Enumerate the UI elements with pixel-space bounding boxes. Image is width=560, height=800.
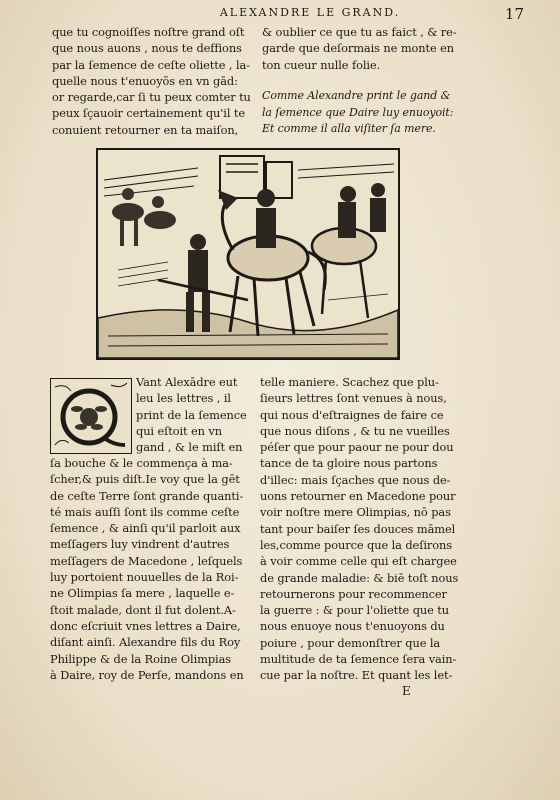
text-line: Vant Alexādre eut (136, 375, 238, 389)
text-line: garde que deſormais ne monte en (262, 41, 455, 56)
text-line: d'illec: mais ſçaches que nous de- (260, 472, 451, 487)
text-line: péſer que pour paour ne pour dou (260, 440, 454, 455)
text-line: ton cueur nulle folie. (262, 57, 381, 72)
decorated-initial-q (50, 378, 132, 454)
chapter-caption (262, 88, 468, 138)
body-right-column (260, 374, 468, 684)
text-line: qui nous d'eſtraignes de faire ce (260, 407, 444, 422)
text-line: tant pour baiſer ſes douces māmel (260, 521, 456, 536)
text-line: telle maniere. Scachez que plu- (260, 375, 439, 389)
text-line: gand , & le miſt en (136, 440, 243, 455)
text-line: qui eſtoit en vn (136, 423, 222, 438)
text-line: ſa bouche & le commença à ma- (50, 456, 233, 470)
text-line: conuient retourner en ta maiſon, (52, 122, 239, 137)
text-line: les,comme pource que la deſirons (260, 537, 452, 552)
text-line: cue par la noſtre. Et quant les let- (260, 668, 453, 683)
body-left-column (50, 455, 250, 683)
text-line: que nous diſons , & tu ne vueilles (260, 423, 450, 438)
text-line: diſant ainſi. Alexandre fils du Roy (50, 635, 241, 650)
text-line: multitude de ta ſemence ſera vain- (260, 652, 457, 667)
text-line: que nous auons , nous te deffions (52, 41, 242, 56)
text-line: donc eſcriuit vnes lettres a Daire, (50, 618, 241, 633)
text-line: à voir comme celle qui eſt chargee (260, 554, 457, 569)
text-line: luy portoient nouuelles de la Roi- (50, 570, 239, 585)
top-right-column (262, 24, 468, 73)
caption-line: la ſemence que Daire luy enuoyoit: (262, 105, 454, 119)
text-line: print de la ſemence (136, 407, 247, 422)
text-line: peux ſçauoir certainement qu'il te (52, 106, 246, 121)
signature-mark: E (402, 684, 411, 698)
caption-line: Comme Alexandre print le gand & (262, 89, 451, 102)
text-line: voir noſtre mere Olimpias, nō pas (260, 505, 451, 520)
text-line: uons retourner en Macedone pour (260, 489, 456, 504)
text-line: de grande maladie: & biē toſt nous (260, 570, 459, 585)
text-line: ſemence , & ainſi qu'il parloit aux (50, 521, 241, 536)
page-number: 17 (504, 5, 524, 23)
text-line: tance de ta gloire nous partons (260, 456, 438, 471)
running-title: ALEXANDRE LE GRAND. (219, 6, 401, 19)
initial-wrapped-lines (136, 374, 248, 455)
floral-initial-image (51, 379, 131, 453)
top-left-column (52, 24, 252, 138)
riders-woodcut-image (98, 150, 398, 358)
text-line: quelle nous t'enuoyõs en vn gād: (52, 73, 238, 88)
text-line: té mais auſſi ſont ils comme ceſte (50, 504, 240, 519)
text-line: retournerons pour recommencer (260, 586, 447, 601)
text-line: nous enuoye nous t'enuoyons du (260, 619, 445, 634)
text-line: leu les lettres , il (136, 391, 231, 406)
text-line: par la ſemence de ceſte oliette , la- (52, 57, 250, 72)
text-line: Philippe & de la Roine Olimpias (50, 651, 232, 666)
text-line: ſtoit malade, dont il fut dolent.A- (50, 602, 236, 617)
text-line: de ceſte Terre ſont grande quanti- (50, 488, 244, 503)
caption-line: Et comme il alla viſiter ſa mere. (262, 122, 436, 135)
text-line: poiure , pour demonſtrer que la (260, 635, 441, 650)
text-line: & oublier ce que tu as faict , & re- (262, 25, 457, 39)
text-line: meſſagers luy vindrent d'autres (50, 537, 230, 552)
text-line: ſieurs lettres ſont venues à nous, (260, 391, 447, 406)
text-line: que tu cognoiſſes noſtre grand oſt (52, 25, 245, 39)
text-line: ſcher,& puis diſt.Ie voy que la gēt (50, 472, 240, 487)
text-line: la guerre : & pour l'oliette que tu (260, 603, 450, 618)
text-line: ne Olimpias ſa mere , laquelle e- (50, 586, 235, 601)
text-line: meſſagers de Macedone , leſquels (50, 553, 243, 568)
text-line: à Daire, roy de Perſe, mandons en (50, 667, 244, 682)
woodcut-illustration (96, 148, 400, 360)
text-line: or regarde,car ſi tu peux comter tu (52, 90, 251, 105)
